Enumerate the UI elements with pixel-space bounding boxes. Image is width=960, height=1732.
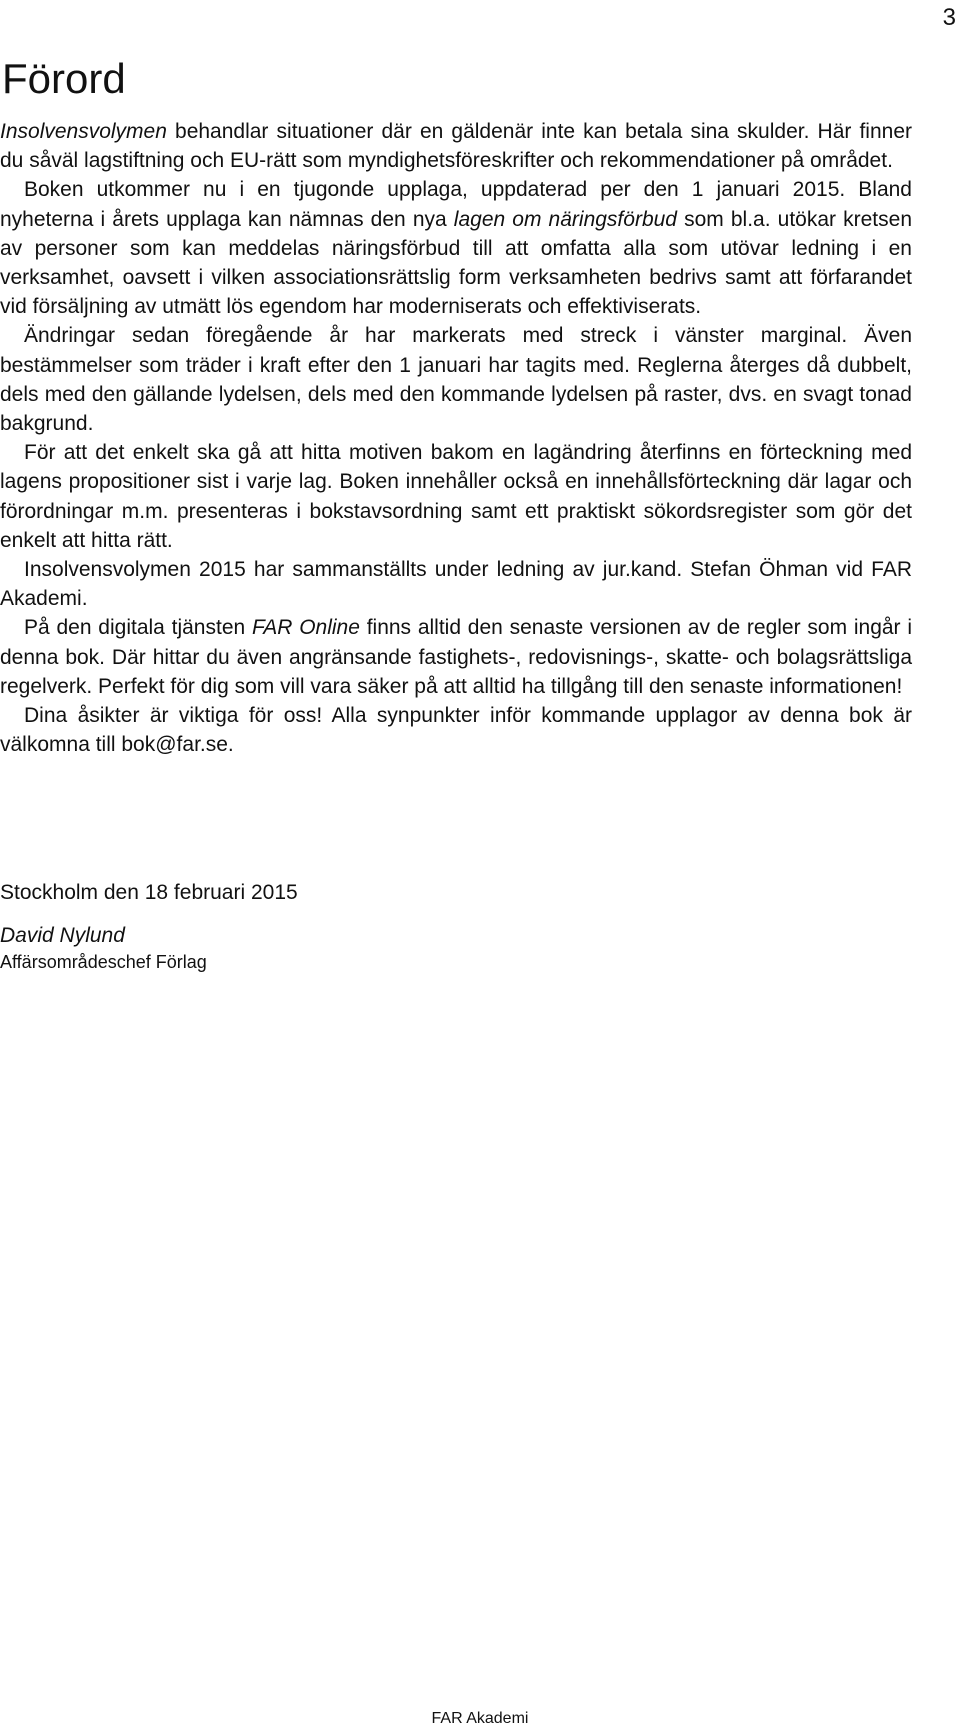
- paragraph-feedback: [0, 701, 912, 759]
- book-title-text: Insolvensvolymen: [0, 120, 167, 143]
- page-title: Förord: [2, 55, 126, 102]
- paragraph-editor: [0, 555, 912, 613]
- paragraph-intro: [0, 117, 912, 175]
- law-name-text: lagen om näringsförbud: [453, 207, 677, 231]
- paragraph-navigation: [0, 438, 912, 555]
- paragraph-far-online: [0, 613, 912, 701]
- paragraph-edition-news: [0, 175, 912, 321]
- page-footer: FAR Akademi: [431, 1710, 529, 1727]
- paragraph-text: finns alltid den senaste versionen av de regler som ingår i denna bok. Där hittar du även angränsande fastighets-, redovisnings-, skatte- och bolagsrättsliga regelverk. Perfekt för dig som vill vara säker på att alltid ha tillgång till den senaste informationen!: [0, 616, 912, 698]
- paragraph-text: På den digitala tjänsten: [24, 616, 252, 640]
- paragraph-text: Insolvensvolymen 2015 har sammanställts under ledning av jur.kand. Stefan Öhman vid FAR Akademi.: [0, 558, 912, 611]
- service-name-text: FAR Online: [251, 616, 360, 640]
- paragraph-changes: [0, 321, 912, 438]
- signoff-date: Stockholm den 18 februari 2015: [0, 881, 298, 904]
- paragraph-text: Ändringar sedan föregående år har markerats med streck i vänster marginal. Även bestämmelser som träder i kraft efter den 1 januari har tagits med. Reglerna återges då dubbelt, dels med den gällande lydelsen, dels med den kommande lydelsen på raster, dvs. en svagt tonad bakgrund.: [0, 324, 912, 436]
- paragraph-text: För att det enkelt ska gå att hitta motiven bakom en lagändring återfinns en förteckning med lagens propositioner sist i varje lag. Boken innehåller också en innehållsförteckning där lagar och förordningar m.m. presenteras i bokstavsordning samt ett praktiskt sökordsregister som gör det enkelt att hitta rätt.: [0, 441, 912, 552]
- paragraph-text: Dina åsikter är viktiga för oss! Alla synpunkter inför kommande upplagor av denna bok är välkomna till bok@far.se.: [0, 704, 912, 757]
- signature-title: Affärsområdeschef Förlag: [0, 952, 207, 972]
- signature-name: David Nylund: [0, 924, 125, 947]
- paragraph-text: Boken utkommer nu i en tjugonde upplaga, uppdaterad per den 1 januari 2015. Bland nyheterna i årets upplaga kan nämnas den nya: [0, 178, 912, 231]
- page-number: 3: [942, 4, 956, 31]
- paragraph-text: behandlar situationer där en gäldenär inte kan betala sina skulder. Här finner du såväl lagstiftning och EU-rätt som myndighetsföreskrifter och rekommendationer på området.: [0, 120, 912, 173]
- paragraph-text: som bl.a. utökar kretsen av personer som kan meddelas näringsförbud till att omfatta alla som utövar ledning i en verksamhet, oavsett i vilken associationsrättslig form verksamheten bedrivs samt att förfarandet vid försäljning av utmätt lös egendom har moderniserats och effektiviserats.: [0, 207, 912, 319]
- foreword-body: [0, 117, 912, 759]
